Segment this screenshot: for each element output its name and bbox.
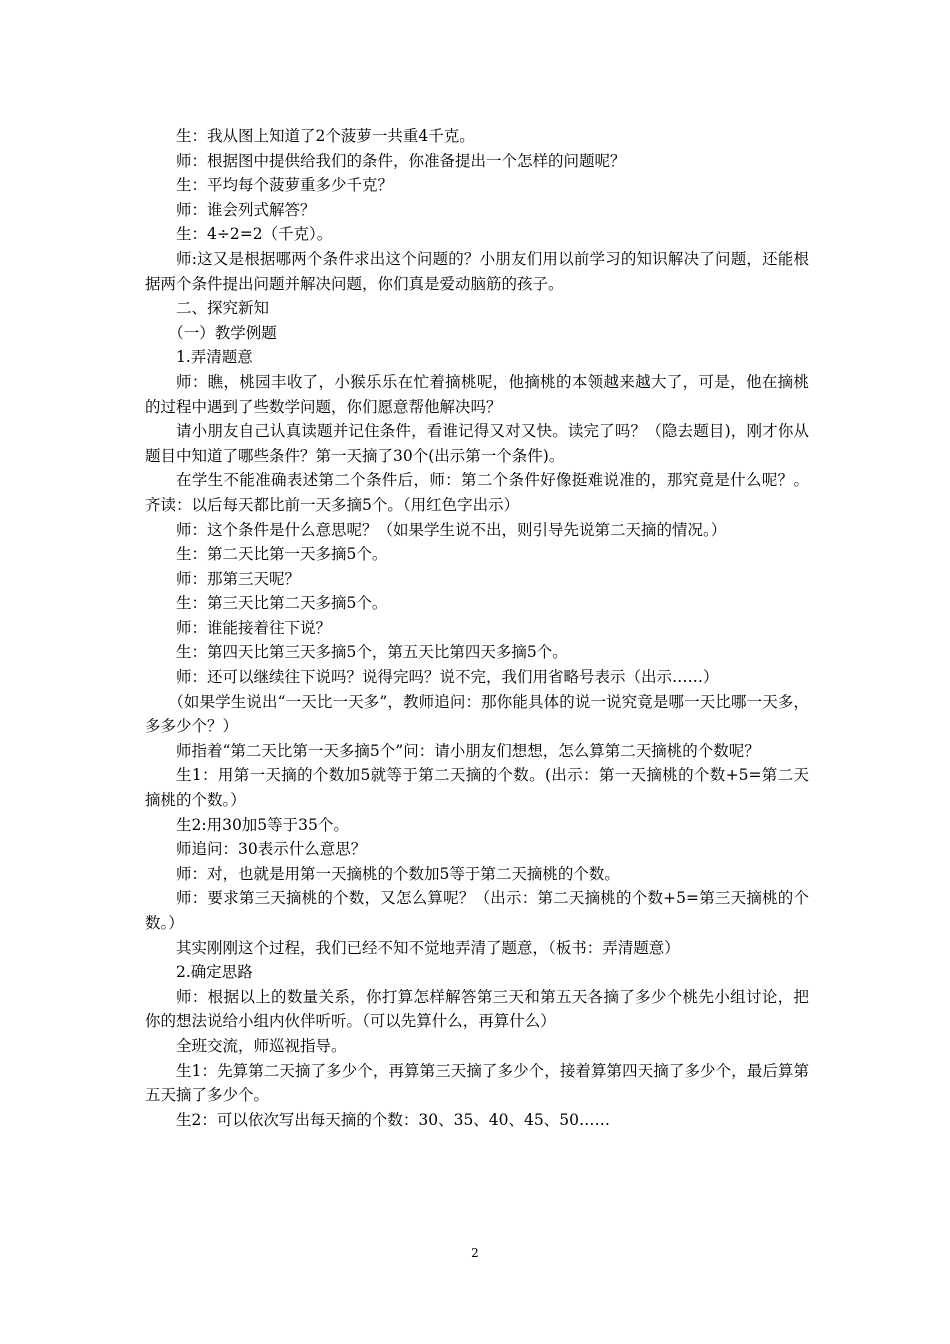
paragraph: 全班交流，师巡视指导。 <box>176 1036 347 1055</box>
paragraph: 师：要求第三天摘桃的个数，又怎么算呢？（出示：第二天摘桃的个数+5=第三天摘桃的个数。） <box>145 889 809 932</box>
paragraph: 生2：可以依次写出每天摘的个数：30、35、40、45、50…… <box>176 1110 610 1129</box>
paragraph: 师：谁能接着往下说？ <box>176 618 332 637</box>
paragraph: 请小朋友自己认真读题并记住条件，看谁记得又对又快。读完了吗？（隐去题目)，刚才你从题目中知道了哪些条件？第一天摘了30个(出示第一个条件)。 <box>145 422 809 465</box>
paragraph: 生：我从图上知道了2个菠萝一共重4千克。 <box>176 127 475 145</box>
paragraph: 师：瞧，桃园丰收了，小猴乐乐在忙着摘桃呢，他摘桃的本领越来越大了，可是，他在摘桃的过程中遇到了些数学问题，你们愿意帮他解决吗？ <box>145 372 809 416</box>
page-number: 2 <box>471 1246 479 1260</box>
section-heading: 二、探究新知 <box>176 299 270 318</box>
paragraph: 师：谁会列式解答？ <box>176 200 316 219</box>
paragraph: 师指着“第二天比第一天多摘5个”问：请小朋友们想想，怎么算第二天摘桃的个数呢？ <box>176 741 760 760</box>
subsection-heading: 1.弄清题意 <box>176 348 253 367</box>
paragraph: 师：那第三天呢？ <box>176 569 301 588</box>
paragraph: 师：还可以继续往下说吗？说得完吗？说不完，我们用省略号表示（出示……） <box>176 668 719 687</box>
paragraph: 师：根据以上的数量关系，你打算怎样解答第三天和第五天各摘了多少个桃先小组讨论，把你的想法说给小组内伙伴听听。（可以先算什么，再算什么） <box>145 987 809 1031</box>
paragraph: 生1：先算第二天摘了多少个，再算第三天摘了多少个，接着算第四天摘了多少个，最后算第五天摘了多少个。 <box>145 1061 809 1105</box>
paragraph: 师:这又是根据哪两个条件求出这个问题的？小朋友们用以前学习的知识解决了问题，还能根据两个条件提出问题并解决问题，你们真是爱动脑筋的孩子。 <box>145 249 809 293</box>
paragraph: 生：平均每个菠萝重多少千克？ <box>176 176 394 195</box>
paragraph: 生：第二天比第一天多摘5个。 <box>176 545 388 564</box>
document-body <box>145 124 809 1132</box>
paragraph: 生2:用30加5等于35个。 <box>176 815 349 834</box>
paragraph: 在学生不能准确表述第二个条件后，师：第二个条件好像挺难说准的，那究竟是什么呢？。齐读：以后每天都比前一天多摘5个。（用红色字出示） <box>145 471 809 514</box>
paragraph: 生：4÷2=2（千克）。 <box>176 225 333 244</box>
subsection-heading: （一）教学例题 <box>168 323 277 342</box>
paragraph: 其实刚刚这个过程，我们已经不知不觉地弄清了题意，（板书：弄清题意） <box>176 938 680 957</box>
paragraph: 师：这个条件是什么意思呢？（如果学生说不出，则引导先说第二天摘的情况。） <box>176 520 727 539</box>
paragraph: 师：根据图中提供给我们的条件，你准备提出一个怎样的问题呢？ <box>176 151 626 170</box>
paragraph: 生：第四天比第三天多摘5个，第五天比第四天多摘5个。 <box>176 643 568 662</box>
paragraph: 生1：用第一天摘的个数加5就等于第二天摘的个数。(出示：第一天摘桃的个数+5=第二天摘桃的个数。） <box>145 766 809 810</box>
paragraph: 生：第三天比第二天多摘5个。 <box>176 594 388 613</box>
paragraph: 师追问：30表示什么意思？ <box>176 840 367 859</box>
paragraph: 师：对，也就是用第一天摘桃的个数加5等于第二天摘桃的个数。 <box>176 864 620 883</box>
paragraph: （如果学生说出“一天比一天多”，教师追问：那你能具体的说一说究竟是哪一天比哪一天多，多多少个？） <box>145 692 809 736</box>
subsection-heading: 2.确定思路 <box>176 963 253 982</box>
